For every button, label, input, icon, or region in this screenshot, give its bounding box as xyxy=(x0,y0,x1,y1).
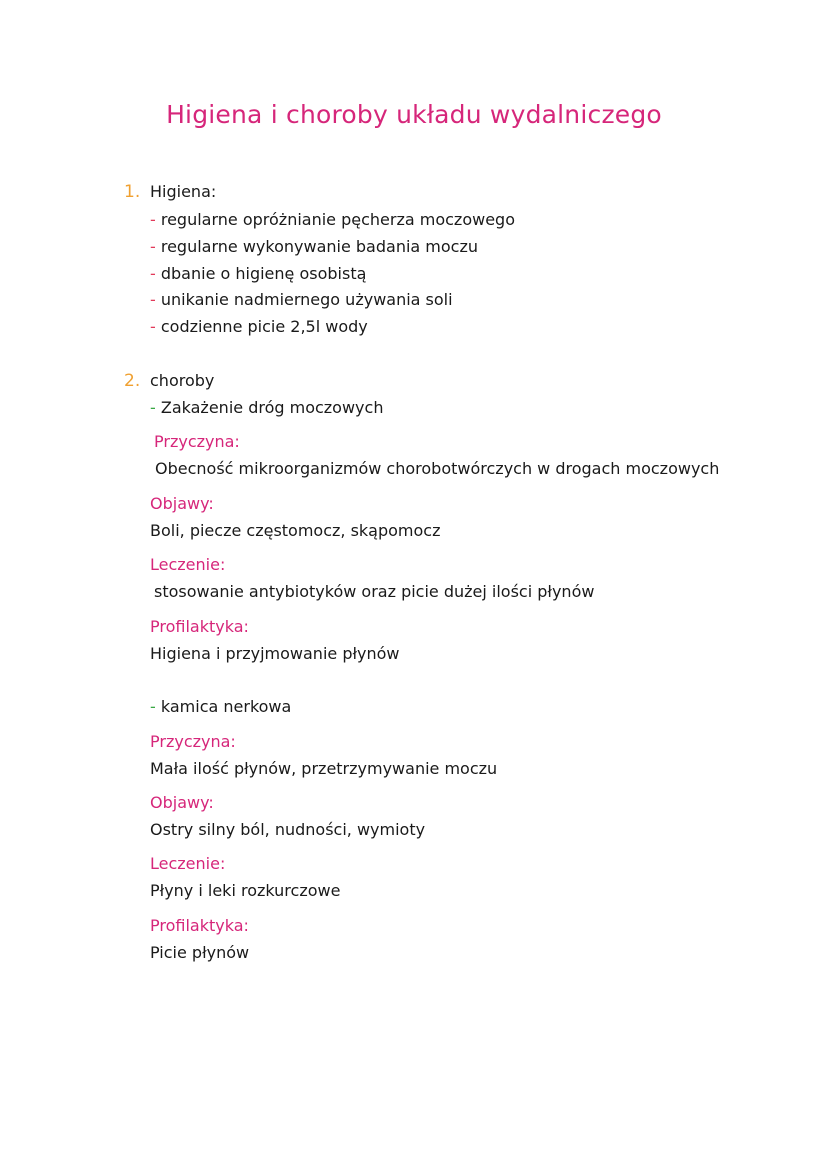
disease1-prevention-label: Profilaktyka: xyxy=(150,617,249,636)
disease2-cause: Mała ilość płynów, przetrzymywanie moczu xyxy=(150,759,498,778)
disease2-symptoms-label: Objawy: xyxy=(150,793,214,812)
hygiene-item: - codzienne picie 2,5l wody xyxy=(150,317,368,336)
disease1-symptoms: Boli, piecze częstomocz, skąpomocz xyxy=(150,521,441,540)
section1-number: 1. xyxy=(124,182,141,202)
disease1-treatment-label: Leczenie: xyxy=(150,555,226,574)
hygiene-item: - unikanie nadmiernego używania soli xyxy=(150,290,453,309)
disease2-prevention: Picie płynów xyxy=(150,943,250,962)
disease1-cause-label: Przyczyna: xyxy=(154,432,240,451)
page-title: Higiena i choroby układu wydalniczego xyxy=(166,100,662,129)
disease2-symptoms: Ostry silny ból, nudności, wymioty xyxy=(150,820,426,839)
disease2-treatment: Płyny i leki rozkurczowe xyxy=(150,881,341,900)
disease2-cause-label: Przyczyna: xyxy=(150,732,236,751)
section2-heading: choroby xyxy=(150,371,215,390)
disease1-symptoms-label: Objawy: xyxy=(150,494,214,513)
disease2-prevention-label: Profilaktyka: xyxy=(150,916,249,935)
hygiene-item: - regularne opróżnianie pęcherza moczowego xyxy=(150,210,515,229)
hygiene-item: - dbanie o higienę osobistą xyxy=(150,264,367,283)
section1-heading: Higiena: xyxy=(150,182,217,201)
disease2-treatment-label: Leczenie: xyxy=(150,854,226,873)
disease2-name: - kamica nerkowa xyxy=(150,697,292,716)
disease1-treatment: stosowanie antybiotyków oraz picie dużej ilości płynów xyxy=(154,582,595,601)
disease1-name: - Zakażenie dróg moczowych xyxy=(150,398,384,417)
disease1-cause: Obecność mikroorganizmów chorobotwórczych w drogach moczowych xyxy=(155,459,720,478)
disease1-prevention: Higiena i przyjmowanie płynów xyxy=(150,644,400,663)
section2-number: 2. xyxy=(124,371,141,391)
hygiene-item: - regularne wykonywanie badania moczu xyxy=(150,237,479,256)
